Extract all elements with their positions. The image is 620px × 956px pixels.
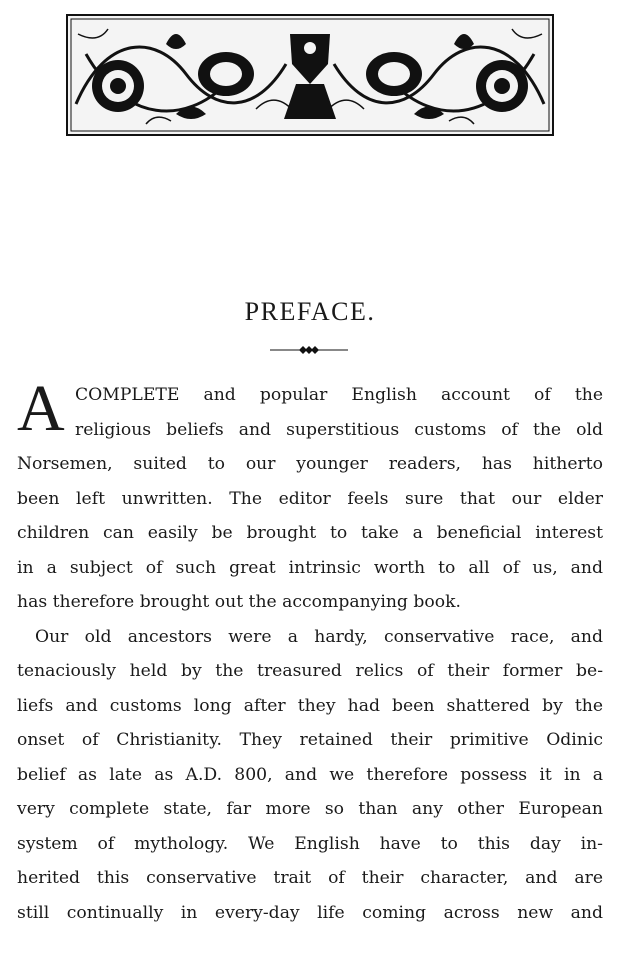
page-title: PREFACE.: [244, 297, 376, 327]
text-line: still continually in every-day life coming across new and: [17, 902, 603, 923]
diamond-divider-icon: [270, 340, 348, 350]
text-line: Norsemen, suited to our younger readers, has hitherto: [17, 454, 603, 474]
drop-cap-letter: A: [17, 372, 65, 445]
text-line: religious beliefs and superstitious customs of the old: [75, 419, 603, 440]
text-line: herited this conservative trait of their character, and are: [17, 868, 603, 888]
preface-body: [17, 372, 603, 930]
text-line: system of mythology. We English have to this day in-: [17, 833, 603, 854]
text-line: onset of Christianity. They retained their primitive Odinic: [17, 730, 603, 750]
text-line: been left unwritten. The editor feels sure that our elder: [17, 488, 603, 509]
text-line: has therefore brought out the accompanying book.: [17, 592, 461, 612]
text-line: Our old ancestors were a hardy, conservative race, and: [35, 626, 603, 647]
text-line: tenaciously held by the treasured relics of their former be-: [17, 661, 603, 681]
text-line: very complete state, far more so than any other European: [17, 799, 603, 819]
text-line: liefs and customs long after they had been shattered by the: [17, 695, 603, 716]
text-line: children can easily be brought to take a beneficial interest: [17, 523, 603, 543]
text-line: COMPLETE and popular English account of the: [75, 385, 603, 405]
text-line: belief as late as A.D. 800, and we therefore possess it in a: [17, 764, 603, 785]
text-line: in a subject of such great intrinsic worth to all of us, and: [17, 557, 603, 578]
ornamental-headpiece-icon: [66, 14, 554, 136]
